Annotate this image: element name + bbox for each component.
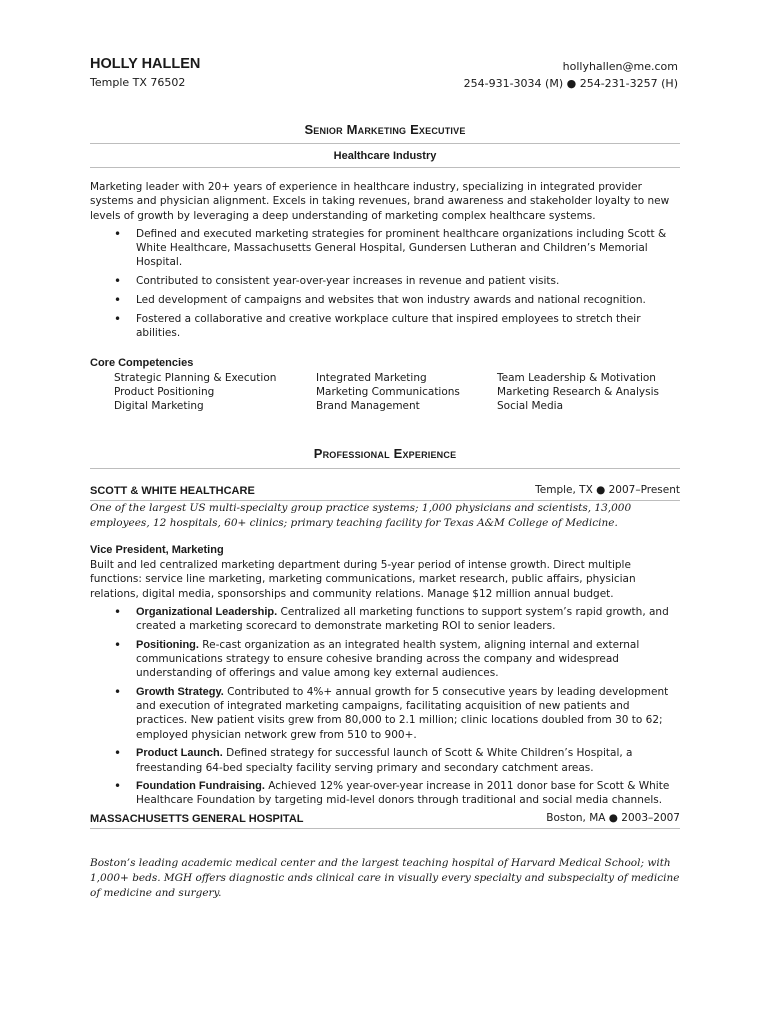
achievement-text: Defined strategy for successful launch of Scott & White Children’s Hospital, a freestanding 64-bed specialty facility serving primary and secondary catchment areas.	[136, 747, 633, 774]
divider	[90, 828, 680, 829]
list-item: • Defined and executed marketing strategies for prominent healthcare organizations including Scott & White Healthcare, Massachusetts General Hospital, Gundersen Lutheran and Children’s Memorial Hospital.	[90, 227, 680, 270]
competencies-column-1	[114, 371, 276, 413]
list-item: • Contributed to consistent year-over-year increases in revenue and patient visits.	[90, 274, 680, 288]
list-item: Product Positioning	[114, 386, 215, 398]
organization-description: One of the largest US multi-specialty group practice systems; 1,000 physicians and scientists, 13,000 employees, 12 hospitals, 60+ clinics; primary teaching facility for Texas A&M College of Medicine.	[90, 502, 632, 529]
achievement-lead: Foundation Fundraising.	[136, 780, 265, 793]
achievement-bullets	[90, 605, 680, 812]
competencies-column-3	[497, 371, 659, 413]
list-item: Digital Marketing	[114, 400, 204, 412]
achievement-lead: Positioning.	[136, 638, 199, 651]
achievement-text: Contributed to 4%+ annual growth for 5 consecutive years by leading development and execution of integrated marketing campaigns, facilitating acquisition of new patients and practices. New patient visits grew from 80,000 to 2.1 million; clinic locations doubled from 30 to 62; employed physician network grew from 510 to 900+.	[136, 686, 669, 741]
email: hollyhallen@me.com	[562, 60, 678, 73]
contact-block	[464, 58, 678, 92]
achievement-lead: Growth Strategy.	[136, 686, 224, 699]
headline-subtitle: Healthcare Industry	[333, 150, 437, 162]
job-header	[90, 812, 680, 825]
organization-location-dates: Boston, MA ● 2003–2007	[546, 812, 680, 824]
achievement-text: Achieved 12% year-over-year increase in 2011 donor base for Scott & White Healthcare Foundation by targeting mid-level donors through traditional and social media channels.	[136, 780, 670, 807]
job-header	[90, 484, 680, 497]
role-summary: Built and led centralized marketing department during 5-year period of intense growth. Direct multiple functions: service line marketing, marketing communications, market research, public affairs, physician relations, digital media, sponsorships and community relations. Manage $12 million annual budget.	[90, 559, 636, 600]
job-title: Vice President, Marketing	[90, 544, 224, 556]
divider	[90, 468, 680, 469]
candidate-name: HOLLY HALLEN	[90, 56, 201, 72]
organization-description: Boston’s leading academic medical center and the largest teaching hospital of Harvard Medical School; with 1,000+ beds. MGH offers diagnostic ands clinical care in visually every specialty and subspecialty of medicine of medicine and surgery.	[90, 857, 680, 899]
organization-location-dates: Temple, TX ● 2007–Present	[535, 484, 680, 496]
phone-numbers: 254-931-3034 (M) ● 254-231-3257 (H)	[463, 77, 678, 90]
experience-title: Professional Experience	[313, 446, 457, 461]
divider	[90, 167, 680, 168]
candidate-location: Temple TX 76502	[90, 76, 186, 89]
list-item: Marketing Communications	[316, 386, 460, 398]
list-item: Brand Management	[316, 400, 420, 412]
list-item	[90, 746, 680, 774]
achievement-lead: Product Launch.	[136, 747, 223, 760]
list-item: • Fostered a collaborative and creative workplace culture that inspired employees to stretch their abilities.	[90, 312, 680, 340]
divider	[90, 143, 680, 144]
list-item: Marketing Research & Analysis	[497, 386, 659, 398]
list-item: • Led development of campaigns and websites that won industry awards and national recognition.	[90, 293, 680, 307]
list-item	[90, 638, 680, 681]
list-item	[90, 779, 680, 807]
summary-bullets	[90, 227, 680, 344]
organization-name: SCOTT & WHITE HEALTHCARE	[90, 485, 255, 497]
competencies-heading: Core Competencies	[90, 357, 194, 369]
headline-title: Senior Marketing Executive	[304, 122, 466, 137]
list-item: Social Media	[497, 400, 564, 412]
organization-name: MASSACHUSETTS GENERAL HOSPITAL	[90, 813, 304, 825]
list-item: Strategic Planning & Execution	[114, 372, 277, 384]
list-item: Integrated Marketing	[316, 372, 427, 384]
list-item	[90, 605, 680, 633]
competencies-column-2	[316, 371, 460, 413]
achievement-lead: Organizational Leadership.	[136, 606, 278, 618]
achievement-text: Re-cast organization as an integrated health system, aligning internal and external communications strategy to ensure cohesive branding across the company and widespread understanding of offerings and value among key external audiences.	[136, 638, 640, 680]
list-item: Team Leadership & Motivation	[497, 372, 656, 384]
summary-paragraph: Marketing leader with 20+ years of experience in healthcare industry, specializing in integrated provider systems and physician alignment. Excels in taking revenues, brand awareness and stakeholder loyalty to new levels of growth by leveraging a deep understanding of marketing complex healthcare systems.	[90, 181, 670, 222]
list-item	[90, 685, 680, 742]
achievement-text: Centralized all marketing functions to support system’s rapid growth, and created a marketing scorecard to demonstrate marketing ROI to senior leaders.	[136, 606, 669, 633]
